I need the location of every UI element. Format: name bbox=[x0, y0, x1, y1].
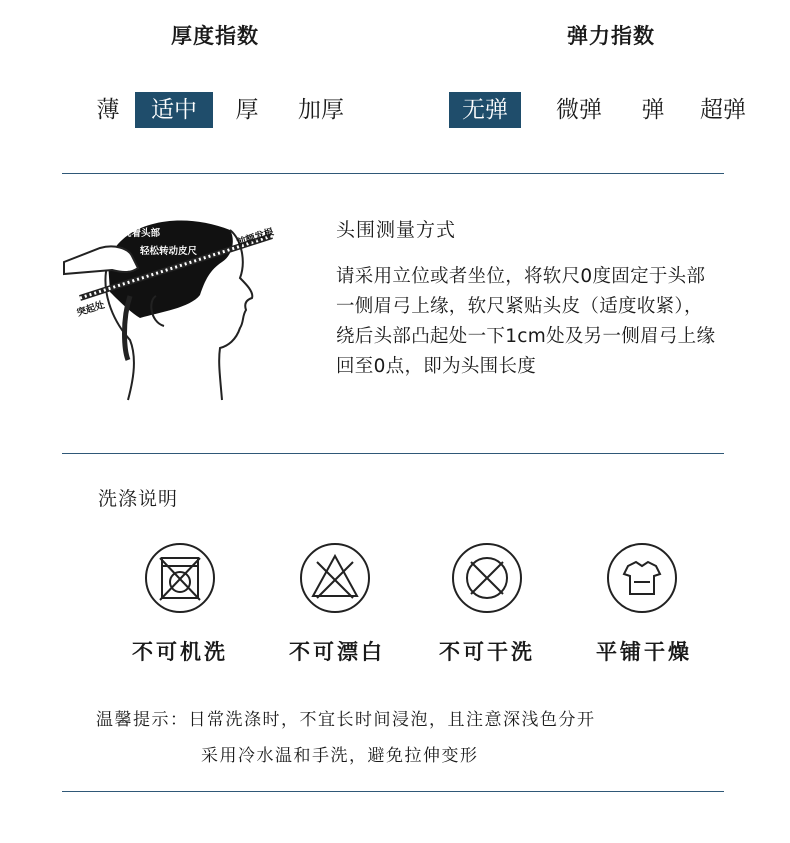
care-tip-line-2: 采用冷水温和手洗，避免拉伸变形 bbox=[201, 746, 479, 766]
label-forehead: 前额发根 bbox=[235, 226, 276, 249]
measure-line-4: 回至0点，即为头围长度 bbox=[336, 356, 537, 377]
no-dry-clean-icon bbox=[451, 542, 523, 614]
head-measure-illustration bbox=[60, 200, 300, 410]
elasticity-option-elastic: 弹 bbox=[641, 97, 665, 123]
elasticity-title: 弹力指数 bbox=[567, 24, 655, 48]
measure-line-3: 绕后头部凸起处一下1cm处及另一侧眉弓上缘 bbox=[336, 326, 716, 347]
divider-3 bbox=[62, 791, 724, 792]
hand-shape bbox=[64, 246, 138, 274]
elasticity-option-slight: 微弹 bbox=[556, 97, 602, 123]
care-label-no-bleach: 不可漂白 bbox=[289, 640, 385, 664]
measure-line-2: 一侧眉弓上缘，软尺紧贴头皮（适度收紧）， bbox=[336, 296, 703, 317]
care-title: 洗涤说明 bbox=[98, 488, 179, 510]
label-around-head: 绕着头部 bbox=[122, 228, 161, 239]
no-machine-wash-icon bbox=[144, 542, 216, 614]
thickness-title: 厚度指数 bbox=[171, 24, 259, 48]
elasticity-scale bbox=[449, 92, 751, 128]
thickness-scale bbox=[92, 92, 349, 128]
measure-line-1: 请采用立位或者坐位，将软尺0度固定于头部 bbox=[336, 266, 706, 287]
thickness-option-thin: 薄 bbox=[96, 97, 120, 123]
label-turn-tape: 轻松转动皮尺 bbox=[140, 246, 198, 257]
measure-title: 头围测量方式 bbox=[336, 219, 457, 241]
tape-drop bbox=[125, 296, 131, 360]
divider-1 bbox=[62, 173, 724, 174]
care-label-no-dry-clean: 不可干洗 bbox=[439, 640, 535, 664]
care-tip-line-1: 温馨提示：日常洗涤时，不宜长时间浸泡，且注意深浅色分开 bbox=[96, 710, 596, 730]
care-label-no-machine-wash: 不可机洗 bbox=[132, 640, 228, 664]
divider-2 bbox=[62, 453, 724, 454]
thickness-option-thick: 厚 bbox=[235, 97, 259, 123]
elasticity-option-none: 无弹 bbox=[449, 92, 521, 128]
thickness-option-medium: 适中 bbox=[135, 92, 213, 128]
no-bleach-icon bbox=[299, 542, 371, 614]
label-bump: 突起处 bbox=[75, 299, 107, 319]
thickness-option-extra-thick: 加厚 bbox=[298, 97, 344, 123]
measure-text bbox=[336, 262, 715, 382]
dry-flat-icon bbox=[606, 542, 678, 614]
elasticity-option-super: 超弹 bbox=[700, 97, 746, 123]
care-label-dry-flat: 平铺干燥 bbox=[596, 640, 692, 664]
